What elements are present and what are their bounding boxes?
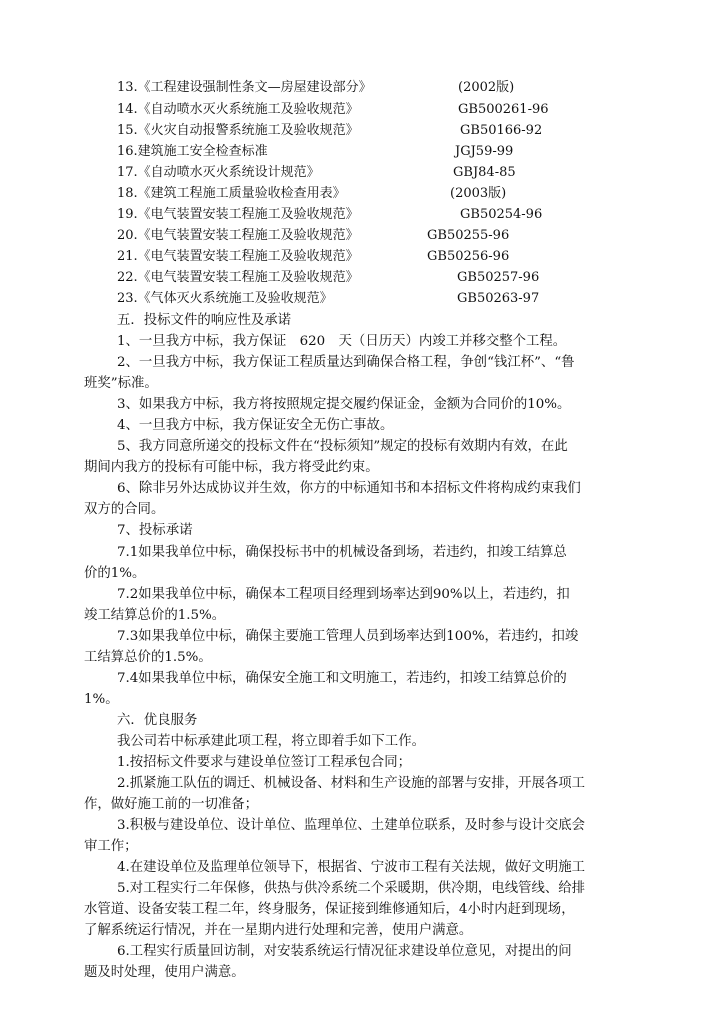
standard-code: GB50166-92 <box>460 123 543 138</box>
section-heading: 五．投标文件的响应性及承诺 <box>117 313 292 328</box>
paragraph-line: 了解系统运行情况，并在一星期内进行处理和完善，使用户满意。 <box>84 923 473 938</box>
paragraph-line: 2、一旦我方中标，我方保证工程质量达到确保合格工程，争创“钱江杯”、“鲁 <box>117 355 575 370</box>
standard-title: 21.《电气装置安装工程施工及验收规范》 <box>117 249 359 264</box>
paragraph-line: 期间内我方的投标有可能中标，我方将受此约束。 <box>84 460 379 475</box>
standard-title: 16.建筑施工安全检查标准 <box>117 144 268 159</box>
paragraph-line: 价的1%。 <box>84 566 146 581</box>
paragraph-line: 水管道、设备安装工程二年，终身服务，保证接到维修通知后，4小时内赶到现场， <box>84 902 575 917</box>
paragraph-line: 1、一旦我方中标，我方保证 620 天（日历天）内竣工并移交整个工程。 <box>117 334 567 349</box>
section-heading: 7、投标承诺 <box>117 523 193 538</box>
standard-code: GB50255-96 <box>427 228 510 243</box>
standard-title: 23.《气体灭火系统施工及验收规范》 <box>117 291 333 306</box>
paragraph-line: 7.2如果我单位中标，确保本工程项目经理到场率达到90%以上，若违约，扣 <box>117 587 570 602</box>
paragraph-line: 工结算总价的1.5%。 <box>84 650 212 665</box>
standard-title: 13.《工程建设强制性条文—房屋建设部分》 <box>117 80 372 95</box>
standard-title: 20.《电气装置安装工程施工及验收规范》 <box>117 228 359 243</box>
standard-code: GB50263-97 <box>457 291 540 306</box>
standard-code: GB50257-96 <box>457 270 540 285</box>
paragraph-line: 我公司若中标承建此项工程，将立即着手如下工作。 <box>117 734 425 749</box>
section-heading: 六．优良服务 <box>117 713 198 728</box>
paragraph-line: 4、一旦我方中标，我方保证安全无伤亡事故。 <box>117 418 394 433</box>
paragraph-line: 6、除非另外达成协议并生效，你方的中标通知书和本招标文件将构成约束我们 <box>117 481 581 496</box>
standard-title: 17.《自动喷水灭火系统设计规范》 <box>117 165 320 180</box>
paragraph-line: 7.4如果我单位中标，确保安全施工和文明施工，若违约，扣竣工结算总价的 <box>117 671 567 686</box>
paragraph-line: 7.3如果我单位中标，确保主要施工管理人员到场率达到100%，若违约，扣竣 <box>117 629 579 644</box>
paragraph-line: 竣工结算总价的1.5%。 <box>84 608 226 623</box>
standard-title: 19.《电气装置安装工程施工及验收规范》 <box>117 207 359 222</box>
standard-code: (2002版) <box>458 80 515 95</box>
standard-title: 14.《自动喷水灭火系统施工及验收规范》 <box>117 102 359 117</box>
paragraph-line: 作，做好施工前的一切准备； <box>84 797 259 812</box>
paragraph-line: 5、我方同意所递交的投标文件在“投标须知”规定的投标有效期内有效，在此 <box>117 439 568 454</box>
standard-code: GB50256-96 <box>427 249 510 264</box>
paragraph-line: 审工作； <box>84 839 138 854</box>
paragraph-line: 双方的合同。 <box>84 502 165 517</box>
paragraph-line: 1.按招标文件要求与建设单位签订工程承包合同； <box>117 755 411 770</box>
standard-title: 15.《火灾自动报警系统施工及验收规范》 <box>117 123 359 138</box>
paragraph-line: 1%。 <box>84 692 119 707</box>
paragraph-line: 班奖”标准。 <box>84 376 158 391</box>
standard-title: 18.《建筑工程施工质量验收检查用表》 <box>117 186 346 201</box>
standard-code: GB50254-96 <box>460 207 543 222</box>
paragraph-line: 5.对工程实行二年保修，供热与供冷系统二个采暖期，供冷期，电线管线、给排 <box>117 881 586 896</box>
standard-code: (2003版) <box>450 186 507 201</box>
paragraph-line: 题及时处理，使用户满意。 <box>84 965 245 980</box>
standard-code: JGJ59-99 <box>455 144 514 159</box>
paragraph-line: 2.抓紧施工队伍的调迁、机械设备、材料和生产设施的部署与安排，开展各项工 <box>117 776 586 791</box>
paragraph-line: 3、如果我方中标，我方将按照规定提交履约保证金，金额为合同价的10%。 <box>117 397 571 412</box>
standard-code: GB500261-96 <box>458 102 549 117</box>
paragraph-line: 4.在建设单位及监理单位领导下，根据省、宁波市工程有关法规，做好文明施工 <box>117 860 586 875</box>
standard-code: GBJ84-85 <box>453 165 516 180</box>
paragraph-line: 6.工程实行质量回访制，对安装系统运行情况征求建设单位意见，对提出的问 <box>117 944 572 959</box>
paragraph-line: 7.1如果我单位中标，确保投标书中的机械设备到场，若违约，扣竣工结算总 <box>117 545 567 560</box>
paragraph-line: 3.积极与建设单位、设计单位、监理单位、土建单位联系，及时参与设计交底会 <box>117 818 586 833</box>
standard-title: 22.《电气装置安装工程施工及验收规范》 <box>117 270 359 285</box>
